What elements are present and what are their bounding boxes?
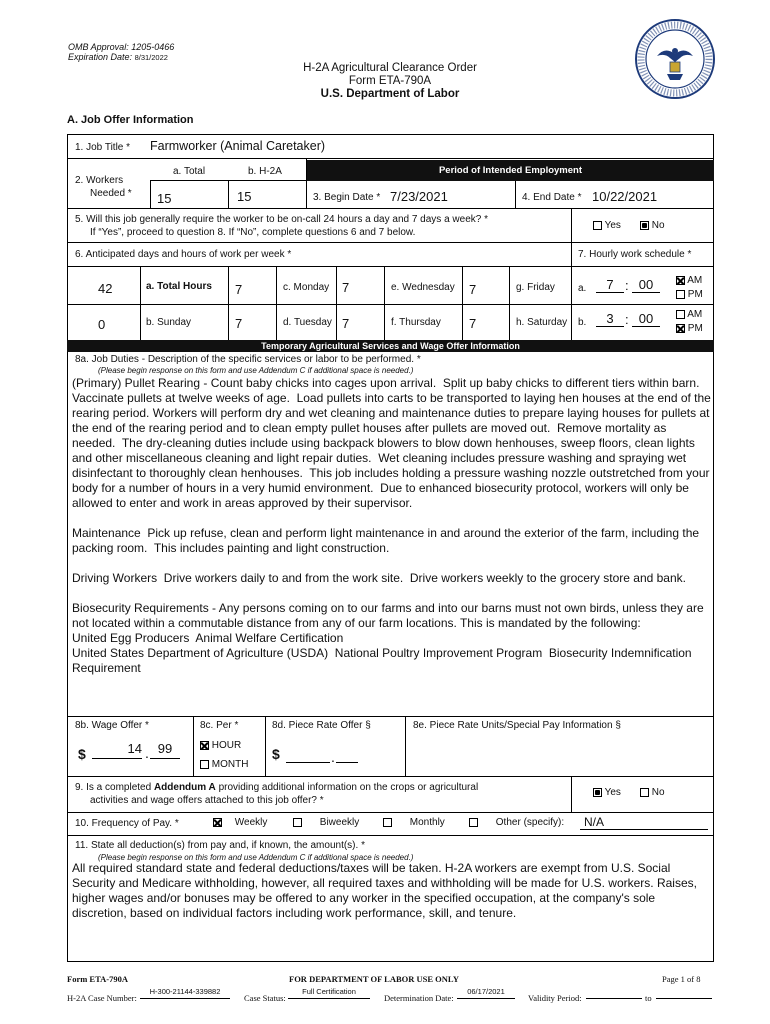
pay-biweekly-option[interactable] [293, 817, 359, 828]
case-status-field: Full Certification [288, 986, 370, 999]
begin-date-field[interactable]: 7/23/2021 [390, 189, 448, 204]
per-hour-label: HOUR [211, 740, 242, 751]
addendum-a-yes-checkbox[interactable] [593, 788, 602, 797]
piece-rate-cents-field[interactable] [336, 762, 358, 763]
piece-rate-units-label: 8e. Piece Rate Units/Special Pay Information § [413, 720, 621, 731]
schedule-b-am-checkbox[interactable] [676, 310, 685, 319]
section-a-title: A. Job Offer Information [67, 114, 194, 126]
addendum-a-question-line1: 9. Is a completed Addendum A providing additional information on the crops or agricultural [75, 782, 479, 793]
total-hours-label: a. Total Hours [146, 281, 212, 292]
piece-rate-dollar-sign: $ [272, 746, 280, 762]
schedule-a-am-checkbox[interactable] [676, 276, 685, 285]
footer-dol-use-only: FOR DEPARTMENT OF LABOR USE ONLY [289, 974, 459, 984]
piece-rate-offer-label: 8d. Piece Rate Offer § [272, 720, 371, 731]
pay-monthly-label: Monthly [409, 817, 445, 828]
schedule-b-am-option[interactable] [676, 309, 702, 320]
validity-start-field [586, 998, 642, 999]
workers-h2a-field[interactable]: 15 [237, 189, 252, 204]
pay-weekly-checkbox[interactable] [213, 818, 222, 827]
saturday-label: h. Saturday [516, 317, 568, 328]
monday-field[interactable]: 7 [235, 282, 243, 297]
pay-monthly-checkbox[interactable] [383, 818, 392, 827]
case-status-label: Case Status: [244, 993, 286, 1003]
form-number: Form ETA-790A [348, 75, 432, 87]
pay-biweekly-checkbox[interactable] [293, 818, 302, 827]
per-hour-option[interactable] [200, 740, 241, 751]
schedule-a-pm-label: PM [687, 289, 703, 300]
workers-needed-line2: Needed * [90, 188, 132, 199]
job-duties-note: (Please begin response on this form and use Addendum C if additional space is needed.) [98, 366, 414, 375]
footer-page-number: Page 1 of 8 [662, 974, 701, 984]
job-duties-label: 8a. Job Duties - Description of the specific services or labor to be performed. * [75, 354, 421, 365]
pay-monthly-option[interactable] [383, 817, 445, 828]
piece-rate-dollars-field[interactable] [286, 762, 330, 763]
tuesday-label: d. Tuesday [283, 317, 332, 328]
pay-other-field[interactable]: N/A [580, 815, 708, 830]
schedule-b-am-label: AM [687, 309, 703, 320]
schedule-b-colon: : [625, 312, 629, 327]
on-call-no-checkbox[interactable] [640, 221, 649, 230]
schedule-a-hour-field[interactable]: 7 [596, 277, 624, 293]
wage-dollar-sign: $ [78, 746, 86, 762]
addendum-a-no-option[interactable] [640, 787, 665, 798]
determination-date-label: Determination Date: [384, 993, 454, 1003]
case-number-label: H-2A Case Number: [67, 993, 137, 1003]
form-title-block [235, 62, 545, 101]
schedule-b-pm-label: PM [687, 323, 703, 334]
sunday-field[interactable]: 0 [98, 317, 106, 332]
workers-needed-label [75, 174, 132, 200]
per-month-checkbox[interactable] [200, 760, 209, 769]
pay-other-label: Other (specify): [495, 817, 565, 828]
addendum-a-no-label: No [651, 787, 665, 798]
piece-rate-decimal-point: . [331, 749, 335, 765]
pay-other-checkbox[interactable] [469, 818, 478, 827]
wage-dollars-field[interactable]: 14 [92, 740, 142, 759]
monday-label: c. Monday [283, 282, 330, 293]
pay-weekly-option[interactable] [213, 817, 267, 828]
schedule-b-pm-option[interactable] [676, 323, 703, 334]
per-month-option[interactable] [200, 759, 248, 770]
per-month-label: MONTH [211, 759, 249, 770]
schedule-a-minute-field[interactable]: 00 [632, 277, 660, 293]
workers-total-label: a. Total [173, 166, 206, 177]
addendum-a-yes-option[interactable] [593, 787, 621, 798]
validity-to-label: to [645, 993, 652, 1003]
schedule-b-minute-field[interactable]: 00 [632, 311, 660, 327]
determination-date-field: 06/17/2021 [457, 986, 515, 999]
expiration-value: 8/31/2022 [134, 53, 168, 62]
total-hours-field[interactable]: 42 [98, 281, 113, 296]
period-of-employment-header: Period of Intended Employment [307, 160, 714, 181]
on-call-yes-checkbox[interactable] [593, 221, 602, 230]
footer-form-name: Form ETA-790A [67, 974, 128, 984]
addendum-a-question [75, 781, 478, 807]
pay-other-option[interactable] [469, 817, 564, 828]
validity-end-field [656, 998, 712, 999]
per-hour-checkbox[interactable] [200, 741, 209, 750]
on-call-yes-option[interactable] [593, 220, 621, 231]
job-title-label: 1. Job Title * [75, 142, 131, 153]
wage-offer-label: 8b. Wage Offer * [75, 720, 149, 731]
begin-date-label: 3. Begin Date * [313, 192, 381, 203]
form-title: H-2A Agricultural Clearance Order [303, 62, 477, 74]
schedule-a-colon: : [625, 278, 629, 293]
sunday-label: b. Sunday [146, 317, 192, 328]
job-duties-field[interactable]: (Primary) Pullet Rearing - Count baby chicks into cages upon arrival. Split up baby chicks to different tiers within barn. Vaccinate pullets at twelve weeks of age. Load pullets into carts to be transported to laying hen houses at the end of the rearing period. Workers will perform dry and wet cleaning and maintenance duties to prepare laying houses for pullets at the end of the rearing period and to clean empty pullet houses after pullets are moved out. Remove mortality as needed. The dry-cleaning duties include using backpack blowers to blow down henhouses, sweep floors, clean lights and other miscellaneous cleaning and light repair duties. Wet cleaning includes pressure washing and spraying wet disinfectant to thoroughly clean henhouses. This job includes holding a pressure washing nozzle outstretched from your body for a number of hours in a very humid environment. Due to enhanced biosecurity protocol, workers will only be allowed to enter and work in areas approved by their supervisor. Maintenance Pick up refuse, clean and perform light maintenance in and around the exterior of the farm, including the packing room. This includes painting and light construction. Driving Workers Drive workers daily to and from the work site. Drive workers weekly to the grocery store and bank. Biosecurity Requirements - Any persons coming on to our farms and into our barns must not own birds, unless they are not located within a commutable distance from any of our farm locations. This is mandated by the following: United Egg Producers Animal Welfare Certification United States Department of Agriculture (USDA) National Poultry Improvement Program Biosecurity Indemnification Requirement [72, 376, 711, 675]
expiration-date [68, 52, 168, 62]
addendum-a-yes-label: Yes [604, 787, 621, 798]
thursday-label: f. Thursday [391, 317, 441, 328]
omb-approval: OMB Approval: 1205-0466 [68, 42, 175, 52]
on-call-question-line1: 5. Will this job generally require the worker to be on-call 24 hours a day and 7 days a week? * [75, 214, 489, 225]
temp-services-header: Temporary Agricultural Services and Wage Offer Information [67, 340, 714, 352]
friday-field[interactable]: 7 [469, 282, 477, 297]
on-call-no-label: No [651, 220, 665, 231]
wage-decimal-point: . [145, 745, 149, 761]
workers-needed-line1: 2. Workers [75, 175, 124, 186]
pay-per-label: 8c. Per * [200, 720, 239, 731]
days-hours-label: 6. Anticipated days and hours of work per week * [75, 249, 292, 260]
friday-label: g. Friday [516, 282, 555, 293]
schedule-a-label: a. [578, 283, 587, 294]
job-title-field[interactable]: Farmworker (Animal Caretaker) [150, 139, 326, 153]
wednesday-field[interactable]: 7 [342, 280, 350, 295]
hourly-schedule-label: 7. Hourly work schedule * [578, 249, 692, 260]
addendum-a-question-line2: activities and wage offers attached to this job offer? * [90, 795, 324, 806]
thursday-field[interactable]: 7 [342, 316, 350, 331]
pay-frequency-label: 10. Frequency of Pay. * [75, 818, 179, 829]
on-call-yes-label: Yes [604, 220, 621, 231]
deductions-note: (Please begin response on this form and use Addendum C if additional space is needed.) [98, 853, 414, 862]
addendum-a-no-checkbox[interactable] [640, 788, 649, 797]
workers-total-field[interactable]: 15 [157, 191, 172, 206]
wednesday-label: e. Wednesday [391, 282, 455, 293]
dol-seal-icon [634, 18, 716, 105]
deductions-label: 11. State all deduction(s) from pay and, if known, the amount(s). * [75, 840, 365, 851]
schedule-b-hour-field[interactable]: 3 [596, 311, 624, 327]
schedule-a-am-label: AM [687, 275, 703, 286]
expiration-label: Expiration Date: [68, 52, 133, 62]
schedule-a-pm-checkbox[interactable] [676, 290, 685, 299]
end-date-label: 4. End Date * [522, 192, 582, 203]
validity-period-label: Validity Period: [528, 993, 582, 1003]
saturday-field[interactable]: 7 [469, 316, 477, 331]
deductions-field[interactable]: All required standard state and federal deductions/taxes will be taken. H-2A workers are exempt from U.S. Social Security and Medicare withholding, however, all required taxes and withholding will be made for U.S. workers. Raises, higher wages and/or bonuses may be offered to any worker in the specified occupation, at the company's sole discretion, based on individual factors including work performance, skill, and tenure. [72, 861, 701, 920]
tuesday-field[interactable]: 7 [235, 316, 243, 331]
on-call-no-option[interactable] [640, 220, 665, 231]
department-name: U.S. Department of Labor [320, 88, 460, 100]
schedule-b-label: b. [578, 317, 587, 328]
end-date-field[interactable]: 10/22/2021 [592, 189, 658, 204]
workers-h2a-label: b. H-2A [248, 166, 282, 177]
pay-weekly-label: Weekly [234, 817, 268, 828]
schedule-b-pm-checkbox[interactable] [676, 324, 685, 333]
on-call-question-line2: If “Yes”, proceed to question 8. If “No”, complete questions 6 and 7 below. [90, 227, 416, 238]
schedule-a-am-option[interactable] [676, 275, 702, 286]
wage-cents-field[interactable]: 99 [150, 740, 180, 759]
case-number-field: H-300-21144-339882 [140, 986, 230, 999]
pay-biweekly-label: Biweekly [319, 817, 360, 828]
schedule-a-pm-option[interactable] [676, 289, 703, 300]
on-call-question [75, 213, 488, 239]
